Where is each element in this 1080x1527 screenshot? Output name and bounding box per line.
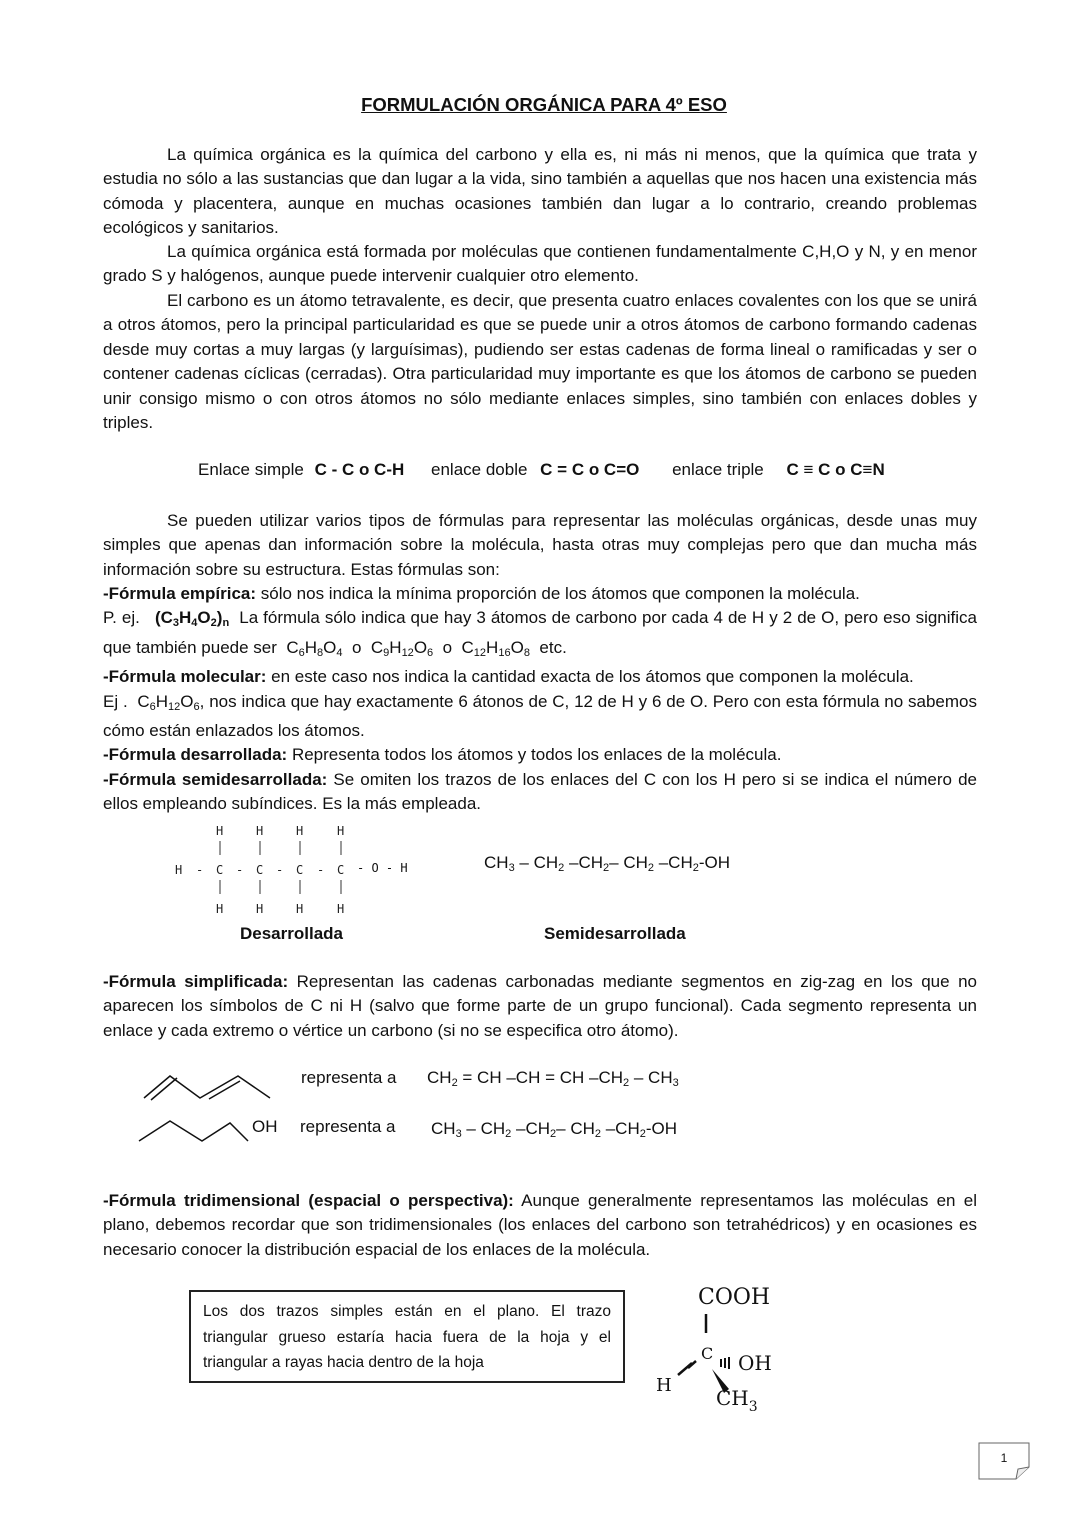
atom-c: C [216,863,224,877]
developed-caption: Desarrollada [240,924,343,943]
perspective-structure-diagram [652,1285,792,1420]
svg-text:-: - [196,863,204,877]
developed-formula-definition: -Fórmula desarrollada: Representa todos los átomos y todos los enlaces de la molécula. [103,745,782,765]
diene-formula: $CH_2$ = CH –CH = CH $-CH_2 - CH_3$ [427,1068,679,1089]
wedge-explanation-box: Los dos trazos simples están en el plano. El trazo triangular grueso estaría hacia fuera de la hoja y el triangular a rayas hacia dentro de la hoja [189,1290,625,1383]
atom-h: H [216,902,224,916]
cooh-group-label: COOH [698,1285,771,1310]
simple-bond-formula: C - C o C-H [314,460,405,479]
atom-h: H [216,824,224,838]
double-bond-formula: C = C o C=O [540,460,640,479]
empirical-formula-section [103,582,977,817]
central-carbon-label: C [701,1344,714,1363]
molecular-formula-definition: -Fórmula molecular: en este caso nos indica la cantidad exacta de los átomos que componen la molécula. [103,667,914,687]
atom-h: H [256,824,264,838]
svg-text:-: - [236,863,244,877]
intro-paragraph-2: La química orgánica está formada por moléculas que contienen fundamentalmente C,H,O y N, y en menor grado S y halógenos, aunque puede intervenir cualquier otro elemento. [103,242,977,286]
skeletal-oh-label: OH [252,1117,278,1136]
atom-c: C [256,863,264,877]
semi-developed-formula: $CH_3 - CH_2$ $-CH_2-$ $CH_2$ $-CH_2-OH$ [484,853,731,874]
page-title: FORMULACIÓN ORGÁNICA PARA 4º ESO [361,94,727,115]
atom-h: H [256,902,264,916]
represents-label-1: representa a [301,1068,397,1087]
semi-developed-formula-definition: -Fórmula semidesarrollada: Se omiten los trazos de los enlaces del C con los H pero si se indica el número de ellos empleando subíndices. Es la más empleada. [103,769,977,814]
hydroxyl-group-label: - O - H [357,861,408,875]
oh-group-label: OH [738,1351,772,1375]
empirical-formula: $(C_3H_4O_2)_n$ [154,608,230,630]
triple-bond-formula: C ≡ C o C≡N [786,460,885,479]
atom-h: H [175,863,183,877]
empirical-formula-example: P. ej. $(C_3H_4O_2)_n$ La fórmula sólo indica que hay 3 átomos de carbono por cada 4 de H y 2 de O, pero eso significa que también puede ser $C_6H_8O_4$ o $C_9H_{12}O_6$ o $C_{12}H_{16}O_8$ etc. [103,608,977,659]
atom-h: H [337,902,345,916]
molecular-formula-example: Ej . $C_6H_{12}O_6$, nos indica que hay exactamente 6 átonos de C, 12 de H y 6 de O. Pero con esta fórmula no sabemos cómo están enlazados los átomos. [103,691,978,741]
intro-paragraph-1: La química orgánica es la química del carbono y ella es, ni más ni menos, que la química que trata y estudia no sólo a las sustancias que dan lugar a la vida, sino también a aquellas que nos hacen una existencia más cómoda y placentera, aunque en muchas ocasiones también dan lugar a lo contrario, creando problemas ecológicos y sanitarios. [103,145,977,238]
atom-c: C [296,863,304,877]
represents-label-2: representa a [300,1117,396,1136]
svg-text:-: - [276,863,284,877]
intro-paragraph-3: El carbono es un átomo tetravalente, es decir, que presenta cuatro enlaces covalentes con los que se unirá a otros átomos, pero la principal particularidad es que se puede unir a otros átomos de carbono formando cadenas desde muy cortas a muy largas (y larguísimas), pudiendo ser estas cadenas de forma lineal o ramificadas y ser o contener cadenas cíclicas (cerradas). Otra particularidad muy importante es que los átomos de carbono se pueden unir consigo mismo o con otros átomos no sólo mediante enlaces simples, sino también con enlaces dobles y triples. [103,291,977,433]
formula-types-intro: Se pueden utilizar varios tipos de fórmulas para representar las moléculas orgánicas, desde unas muy simples que apenas dan información sobre la molécula, hasta otras muy complejas pero que dan mucha más información sobre su estructura. Estas fórmulas son: [103,511,977,579]
bond-types-line [198,460,885,480]
atom-h: H [337,824,345,838]
empirical-formula-definition: -Fórmula empírica: sólo nos indica la mínima proporción de los átomos que componen la molécula. [103,584,860,603]
page-number-badge [978,1442,1030,1480]
simple-bond-label: Enlace simple [198,460,304,479]
tridimensional-formula-definition: -Fórmula tridimensional (espacial o perspectiva): Aunque generalmente representamos las moléculas en el plano, debemos recordar que son tridimensionales (los enlaces del carbono son tetrahédricos) y en ocasiones es necesario conocer la distribución espacial de los enlaces de la molécula. [103,1191,977,1259]
butanol-formula: $CH_3 - CH_2$ $-CH_2-$ $CH_2$ $-CH_2-OH$ [431,1119,678,1140]
skeletal-diene-diagram [140,1068,276,1102]
atom-h: H [296,902,304,916]
svg-text:-: - [317,863,325,877]
methyl-group-label: $CH_3$ [716,1386,758,1415]
semi-developed-caption: Semidesarrollada [544,924,686,943]
page-number: 1 [1000,1451,1008,1465]
hydrogen-label: H [656,1375,672,1396]
atom-h: H [296,824,304,838]
skeletal-butanol-diagram [136,1115,252,1145]
double-bond-label: enlace doble [431,460,528,479]
triple-bond-label: enlace triple [672,460,764,479]
simplified-formula-definition: -Fórmula simplificada: Representan las cadenas carbonadas mediante segmentos en zig-zag en los que no aparecen los símbolos de C ni H (salvo que forme parte de un grupo funcional). Cada segmento representa un enlace y cada extremo o vértice un carbono (si no se especifica otro átomo). [103,972,977,1040]
atom-c: C [337,863,345,877]
